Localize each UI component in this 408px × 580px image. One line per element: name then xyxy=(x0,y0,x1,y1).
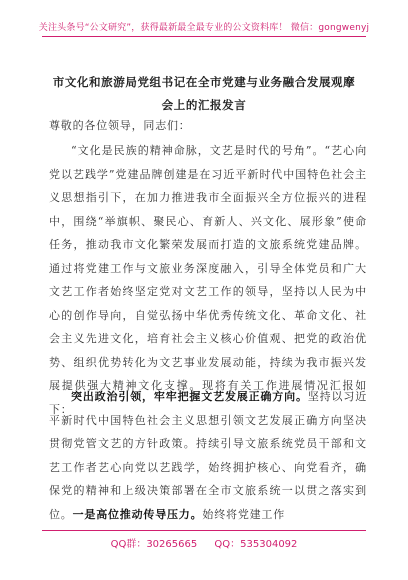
paragraph-lead-bold: 突出政治引领，牢牢把握文艺发展正确方向。 xyxy=(71,390,308,403)
header-divider xyxy=(42,36,366,37)
footer-contact: QQ群：30265665 QQ：535304092 xyxy=(110,539,298,550)
paragraph-tail: 始终将党建工作 xyxy=(202,507,286,521)
header-notice: 关注头条号“公文研究”，获得最新最全最专业的公文资料库！ 微信：gongwenyj xyxy=(38,23,370,33)
paragraph-intro: “文化是民族的精神命脉，文艺是时代的号角”。“艺心向党以艺践学”党建品牌创建是在习近平新时代中国特色社会主义思想指引下，在加力推进我市全面振兴全方位振兴的进程中，围绕“举旗帜、聚民心、育新人、兴文化、展形象”使命任务，推动我市文化繁荣发展而打造的文旅系统党建品牌。通过将党建工作与文旅业务深度融入，引导全体党员和广大文艺工作者始终坚定党对文艺工作的领导，坚持以人民为中心的创作导向，自觉弘扬中华优秀传统文化、革命文化、社会主义先进文化，培育社会主义核心价值观、把党的政治优势、组织优势转化为文艺事业发展动能，持续为我市振兴发展提供强大精神文化支撑。现将有关工作进展情况汇报如下： xyxy=(49,144,367,416)
greeting: 尊敬的各位领导，同志们： xyxy=(49,119,191,132)
document-title-line1: 市文化和旅游局党组书记在全市党建与业务融合发展观摩 xyxy=(52,75,356,89)
paragraph-political-guidance xyxy=(49,385,367,526)
header-banner xyxy=(0,0,408,40)
paragraph-point-bold: 一是高位推动传导压力。 xyxy=(72,507,203,521)
footer-divider xyxy=(42,530,366,531)
document-title-line2: 会上的汇报发言 xyxy=(161,98,247,112)
paragraph-body: 坚持以习近平新时代中国特色社会主义思想引领文艺发展正确方向坚决贯彻党管文艺的方针政策。持续引导文旅系统党员干部和文艺工作者艺心向党以艺践学，始终拥护核心、向党看齐，确保党的精神和上级决策部署在全市文旅系统一以贯之落实到位。 xyxy=(49,390,368,521)
